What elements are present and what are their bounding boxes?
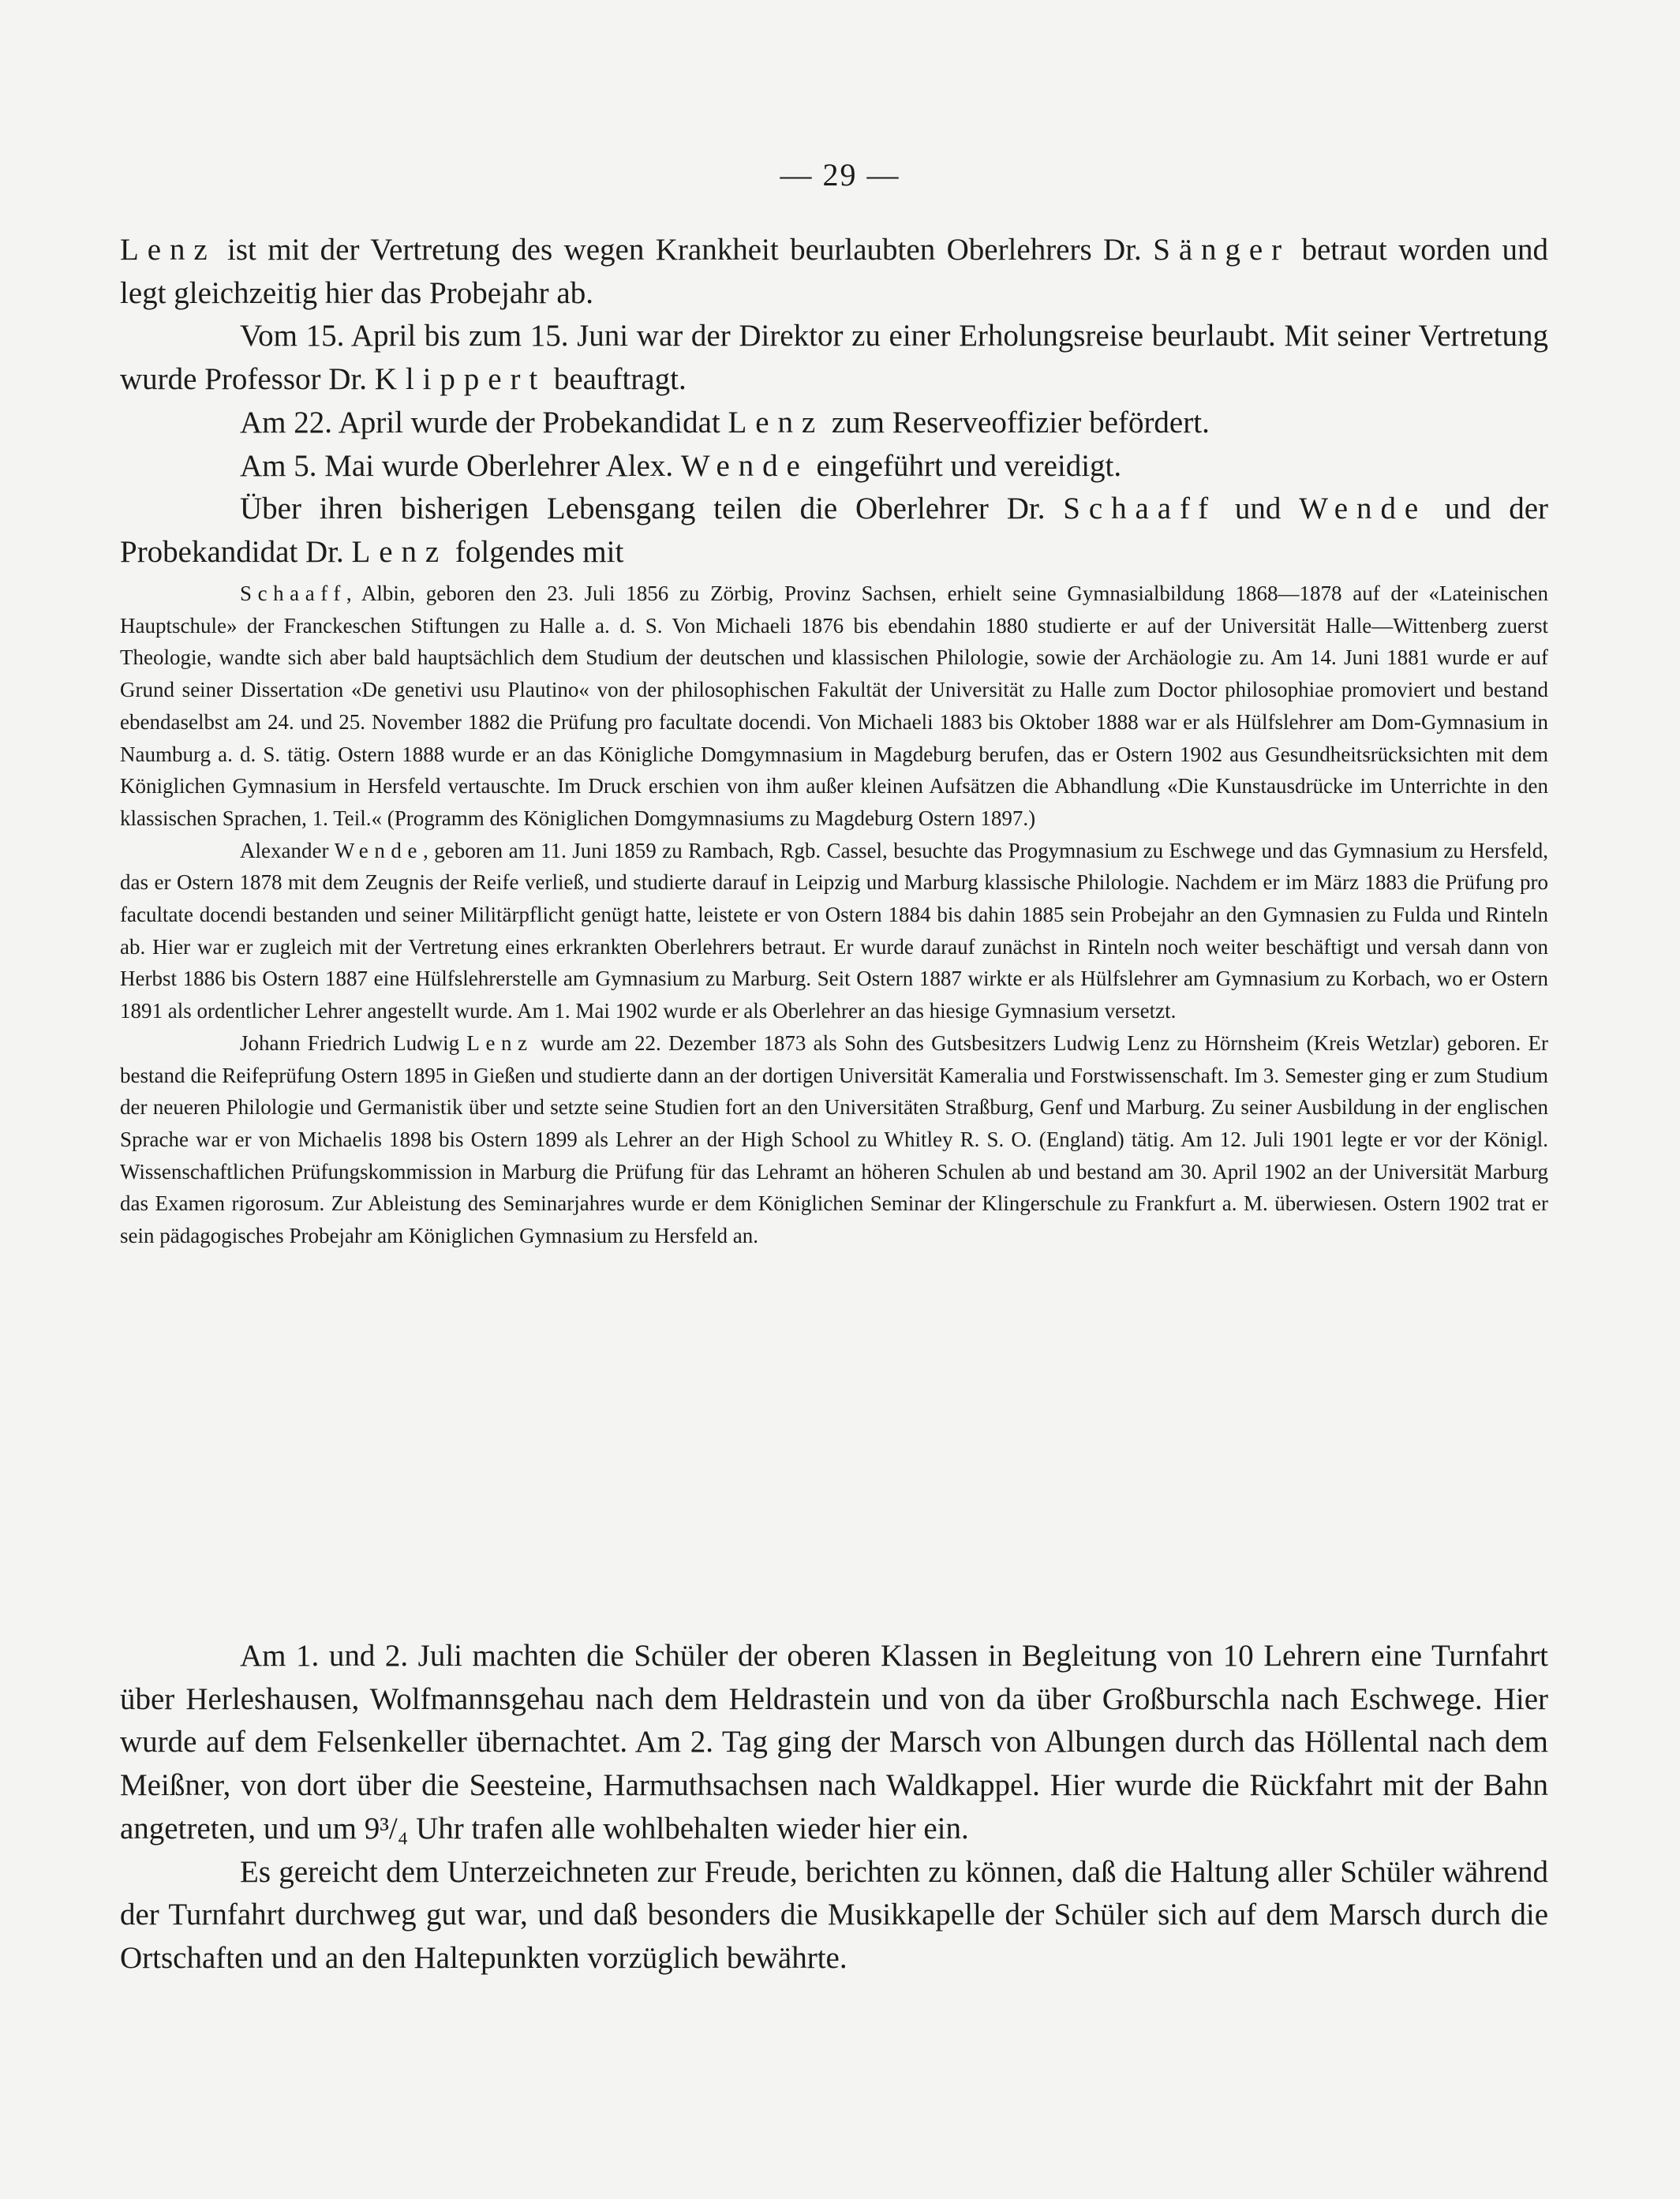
biography-wende: Alexander Wende, geboren am 11. Juni 1859 zu Rambach, Rgb. Cassel, besuchte das Progymnasium zu Eschwege und das Gymnasium zu Hersfeld, das er Ostern 1878 mit dem Zeugnis der Reife verließ, und studierte darauf in Leipzig und Marburg klassische Philologie. Nachdem er im März 1883 die Prüfung pro facultate docendi bestanden und seiner Militärpflicht genügt hatte, leistete er von Ostern 1884 bis dahin 1885 sein Probejahr an den Gymnasien zu Fulda und Rinteln ab. Hier war er zugleich mit der Vertretung eines erkrankten Oberlehrers betraut. Er wurde darauf zunächst in Rinteln noch weiter beschäftigt und versah dann von Herbst 1886 bis Ostern 1887 eine Hülfslehrerstelle am Gymnasium zu Marburg. Seit Ostern 1887 wirkte er als Hülfslehrer am Gymnasium zu Korbach, wo er Ostern 1891 als ordentlicher Lehrer angestellt wurde. Am 1. Mai 1902 wurde er als Oberlehrer an das hiesige Gymnasium versetzt. xyxy=(120,838,1548,1023)
paragraph-biographies-intro: Über ihren bisherigen Lebensgang teilen die Oberlehrer Dr. Schaaff und Wende und der Probekandidat Dr. Lenz folgendes mit xyxy=(120,492,1548,569)
page-number: — 29 — xyxy=(780,157,900,193)
biography-lenz: Johann Friedrich Ludwig Lenz wurde am 22. Dezember 1873 als Sohn des Gutsbesitzers Ludwig Lenz zu Hörnsheim (Kreis Wetzlar) geboren. Er bestand die Reifeprüfung Ostern 1895 in Gießen und studierte dann an der dortigen Universität Kameralia und Forstwissenschaft. Im 3. Semester ging er zum Studium der neueren Philologie und Germanistik über und setzte seine Studien fort an den Universitäten Straßburg, Genf und Marburg. Zu seiner Ausbildung in der englischen Sprache war er von Michaelis 1898 bis Ostern 1899 als Lehrer an der High School zu Whitley R. S. O. (England) tätig. Am 12. Juli 1901 legte er vor der Königl. Wissenschaftlichen Prüfungskommission in Marburg die Prüfung für das Lehramt an höheren Schulen ab und bestand am 30. April 1902 an der Universität Marburg das Examen rigorosum. Zur Ableistung des Seminarjahres wurde er dem Königlichen Seminar der Klingerschule zu Frankfurt a. M. überwiesen. Ostern 1902 trat er sein pädagogisches Probejahr am Königlichen Gymnasium zu Hersfeld an. xyxy=(120,1030,1549,1248)
name-lenz: Lenz xyxy=(466,1030,533,1055)
name-saenger: Sänger xyxy=(1153,233,1291,267)
name-wende: Wende xyxy=(1299,492,1427,526)
name-wende: Wende xyxy=(334,838,423,862)
name-lenz: Lenz xyxy=(728,405,825,439)
name-schaaff: Schaaff xyxy=(1063,492,1218,526)
paragraph-turnfahrt: Am 1. und 2. Juli machten die Schüler der oberen Klassen in Begleitung von 10 Lehrern eine Turnfahrt über Herleshausen, Wolfmannsgehau nach dem Heldrastein und von da über Großburschla nach Eschwege. Hier wurde auf dem Felsenkeller übernachtet. Am 2. Tag ging der Marsch von Albungen durch das Höllental nach dem Meißner, von dort über die Seesteine, Harmuthsachsen nach Waldkappel. Hier wurde die Rückfahrt mit der Bahn angetreten, und um 9³/₄ Uhr trafen alle wohlbehalten wieder hier ein. xyxy=(120,1639,1548,1846)
paragraph-wende-sworn-in: Am 5. Mai wurde Oberlehrer Alex. Wende eingeführt und vereidigt. xyxy=(240,448,1122,483)
name-schaaff: Schaaff xyxy=(240,582,346,605)
name-lenz: Lenz xyxy=(351,534,448,569)
paragraph-director-leave: Vom 15. April bis zum 15. Juni war der Direktor zu einer Erholungsreise beurlaubt. Mit seiner Vertretung wurde Professor Dr. Klippert beauftragt. xyxy=(120,319,1548,397)
paragraph-conduct: Es gereicht dem Unterzeichneten zur Freude, berichten zu können, daß die Haltung aller Schüler während der Turnfahrt durchweg gut war, und daß besonders die Musikkapelle der Schüler sich auf dem Marsch durch die Ortschaften und an den Haltepunkten vorzüglich bewährte. xyxy=(120,1854,1548,1975)
name-klippert: Klippert xyxy=(374,362,547,397)
paragraph-lenz-substitute: Lenz ist mit der Vertretung des wegen Krankheit beurlaubten Oberlehrers Dr. Sänger betraut worden und legt gleichzeitig hier das Probejahr ab. xyxy=(120,233,1548,310)
paragraph-lenz-promotion: Am 22. April wurde der Probekandidat Lenz zum Reserveoffizier befördert. xyxy=(240,405,1210,439)
name-wende: Wende xyxy=(680,448,809,483)
name-lenz: Lenz xyxy=(120,233,216,267)
report-lower xyxy=(120,1635,1548,1980)
biography-schaaff: Schaaff, Albin, geboren den 23. Juli 1856 zu Zörbig, Provinz Sachsen, erhielt seine Gymnasialbildung 1868—1878 auf der «Lateinischen Hauptschule» der Franckeschen Stiftungen zu Halle a. d. S. Von Michaeli 1876 bis ebendahin 1880 studierte er auf der Universität Halle—Wittenberg zuerst Theologie, wandte sich aber bald hauptsächlich dem Studium der deutschen und klassischen Philologie, sowie der Archäologie zu. Am 14. Juni 1881 wurde er auf Grund seiner Dissertation «De genetivi usu Plautino« von der philosophischen Fakultät der Universität zu Halle zum Doctor philosophiae promoviert und bestand ebendaselbst am 24. und 25. November 1882 die Prüfung pro facultate docendi. Von Michaeli 1883 bis Oktober 1888 war er als Hülfslehrer am Dom-Gymnasium in Naumburg a. d. S. tätig. Ostern 1888 wurde er an das Königliche Domgymnasium in Magdeburg berufen, das er Ostern 1902 aus Gesundheitsrücksichten mit dem Königlichen Gymnasium in Hersfeld vertauschte. Im Druck erschien von ihm außer kleinen Aufsätzen die Abhandlung «Die Kunstausdrücke im Unterrichte in den klassischen Sprachen, 1. Teil.« (Programm des Königlichen Domgymnasiums zu Magdeburg Ostern 1897.) xyxy=(120,582,1548,830)
biographies xyxy=(120,578,1548,1252)
report-upper xyxy=(120,229,1548,574)
